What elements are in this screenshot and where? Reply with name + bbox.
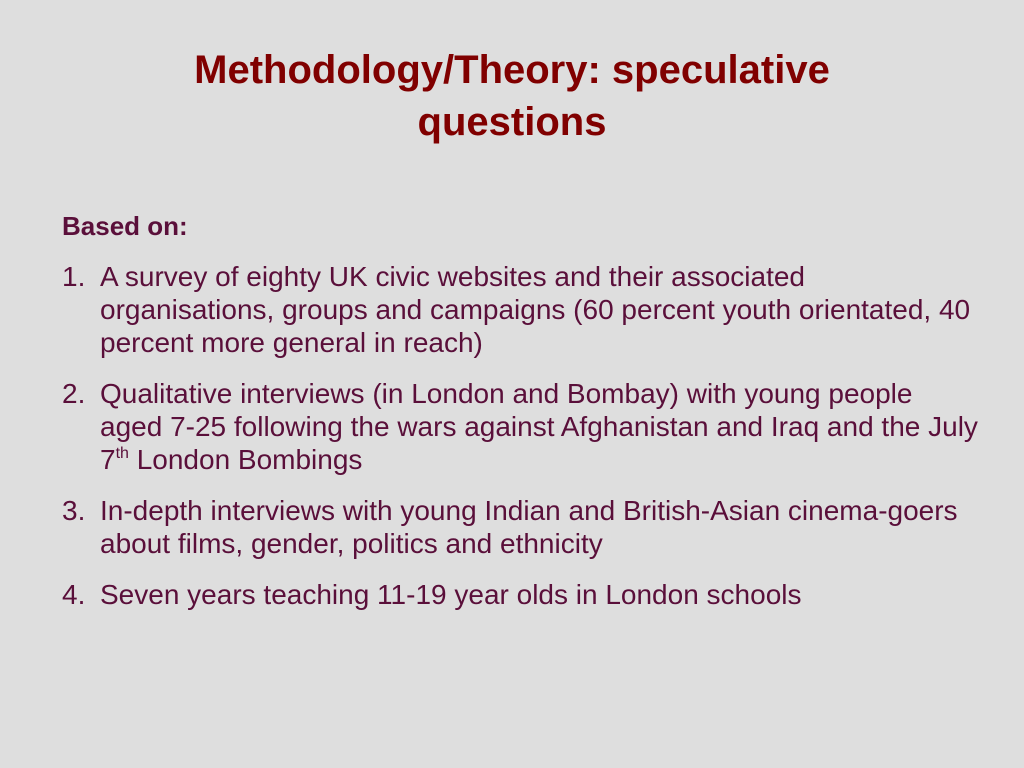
based-on-heading: Based on:	[62, 211, 188, 241]
slide-title-line-2: questions	[417, 100, 607, 144]
list-item-text: A survey of eighty UK civic websites and their associated organisations, groups and campaigns (60 percent youth orientated, 40 percent more general in reach)	[100, 261, 971, 358]
list-item-text: In-depth interviews with young Indian and British-Asian cinema-goers about films, gender, politics and ethnicity	[100, 495, 958, 559]
ordinal-superscript: th	[115, 445, 129, 462]
list-item-number: 4.	[62, 579, 86, 610]
numbered-list	[62, 260, 982, 611]
list-item-3	[62, 494, 982, 560]
slide-body	[62, 210, 982, 629]
list-item-number: 1.	[62, 261, 86, 292]
slide-title	[60, 44, 964, 148]
list-item-number: 3.	[62, 495, 86, 526]
list-item-2	[62, 377, 982, 476]
list-item-4	[62, 578, 982, 611]
list-item-text-after: London Bombings	[128, 444, 363, 475]
list-item-1	[62, 260, 982, 359]
list-item-number: 2.	[62, 378, 86, 409]
list-item-text-before: Qualitative interviews (in London and Bombay) with young people aged 7-25 following the wars against Afghanistan and Iraq and the July 7	[100, 378, 978, 475]
list-item-text: Seven years teaching 11-19 year olds in London schools	[100, 579, 802, 610]
slide-title-line-1: Methodology/Theory: speculative	[194, 48, 830, 92]
list-item-text	[100, 378, 978, 475]
